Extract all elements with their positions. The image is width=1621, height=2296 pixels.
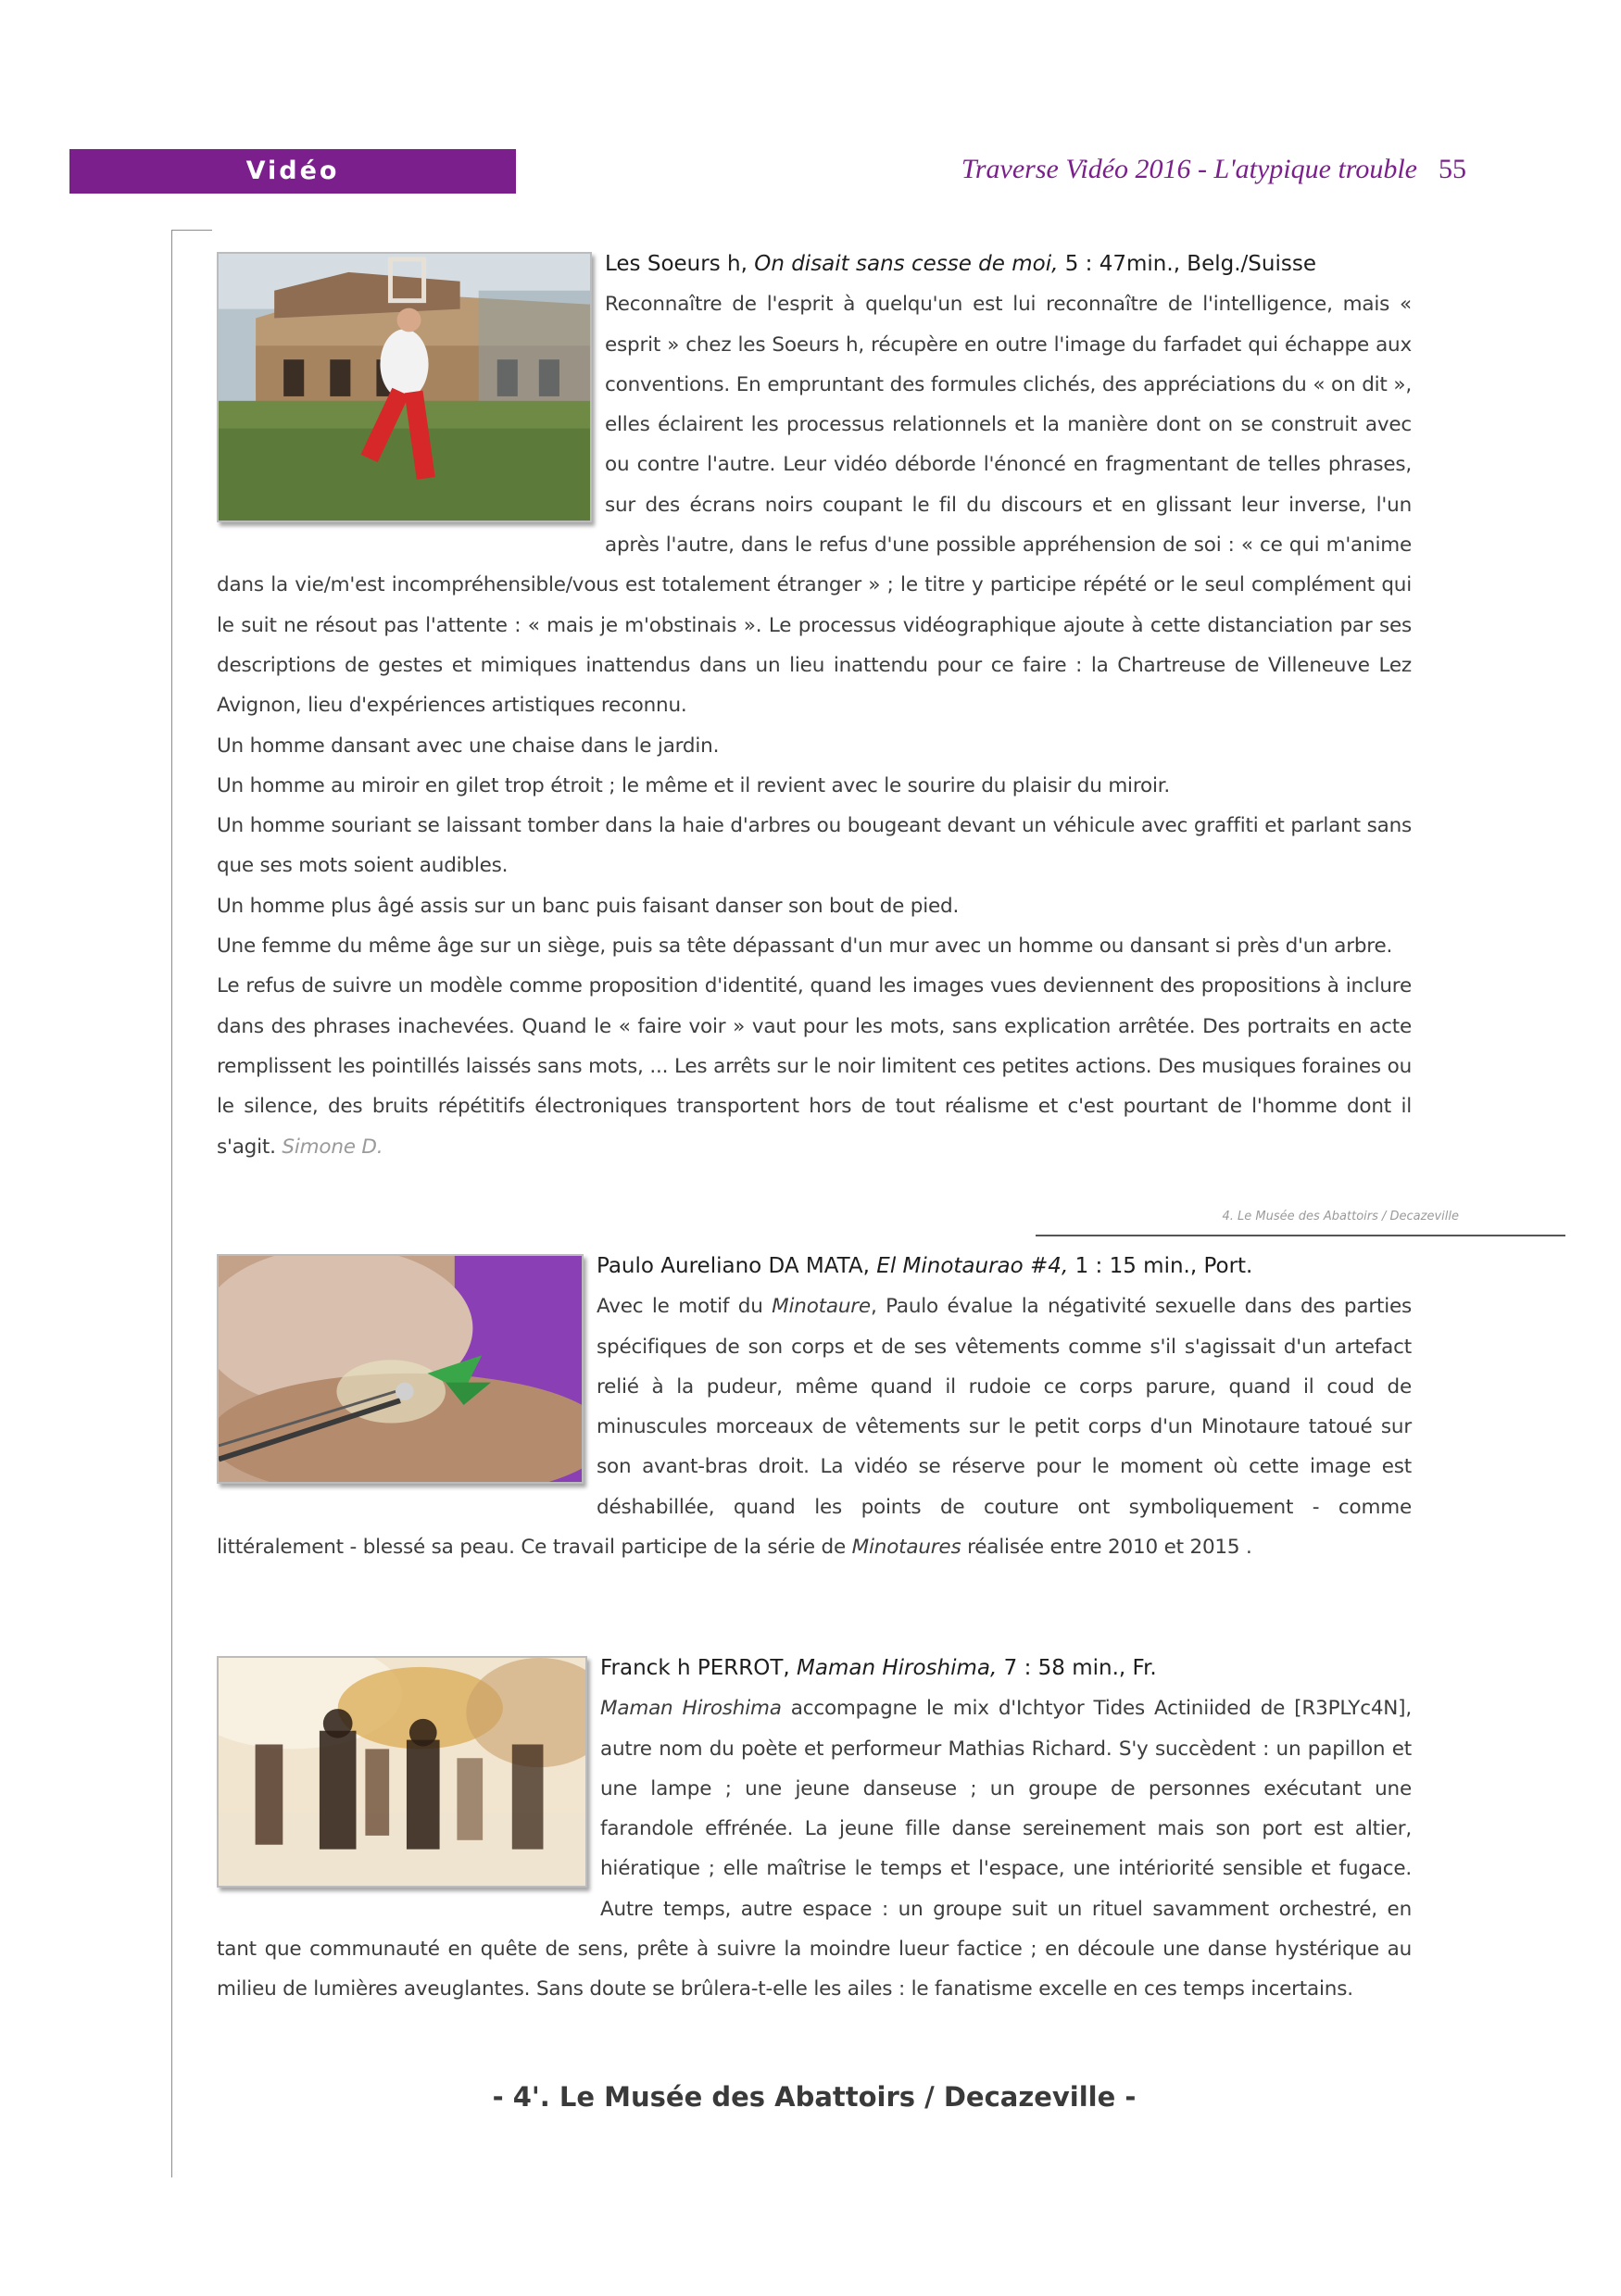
- article-soeurs-h: [217, 245, 1412, 1167]
- credit-rule: [1036, 1235, 1565, 1236]
- article-paragraph: Un homme au miroir en gilet trop étroit ; le même et il revient avec le sourire du plaisir du miroir.: [217, 773, 1171, 797]
- article-da-mata: [217, 1247, 1412, 1567]
- margin-rule-cap: [171, 230, 212, 231]
- article-artist: Franck h PERROT,: [600, 1656, 790, 1680]
- section-tab: Vidéo: [69, 149, 516, 194]
- article-perrot: [217, 1649, 1412, 2010]
- author-signature: Simone D.: [282, 1135, 383, 1159]
- article-artist: Les Soeurs h,: [605, 252, 748, 276]
- article-title: Maman Hiroshima,: [797, 1656, 998, 1680]
- needle-sewing-skin-photo: [219, 1256, 582, 1482]
- article-paragraph: Avec le motif du Minotaure, Paulo évalue la négativité sexuelle dans des parties spécifiques de son corps et de ses vêtements comme s'il s'agissait d'un artefact relié à la pudeur, même quand il rudoie ce corps parure, quand il coud de minuscules morceaux de vêtements sur le petit corps d'un Minotaure tatoué sur son avant-bras droit. La vidéo se réserve pour le moment où cette image est déshabillée, quand les points de couture ont symboliquement - comme littéralement - blessé sa peau. Ce travail participe de la série de Minotaures réalisée entre 2010 et 2015 .: [217, 1295, 1413, 1560]
- article-details: 7 : 58 min., Fr.: [1003, 1656, 1157, 1680]
- article-paragraph: Reconnaître de l'esprit à quelqu'un est lui reconnaître de l'intelligence, mais « esprit » chez les Soeurs h, récupère en outre l'image du farfadet qui échappe aux conventions. En empruntant des formules clichés, des appréciations du « on dit », elles éclairent les processus relationnels et la manière dont on se construit avec ou contre l'autre. Leur vidéo déborde l'énoncé en fragmentant de telles phrases, sur des écrans noirs coupant le fil du discours et en glissant leur inverse, l'un après l'autre, dans le refus d'une possible appréhension de soi : « ce qui m'anime dans la vie/m'est incompréhensible/vous est totalement étranger » ; le titre y participe répété or le seul complément qui le suit ne résout pas l'attente : « mais je m'obstinais ». Le processus vidéographique ajoute à cette distanciation par ses descriptions de gestes et mimiques inattendus dans un lieu inattendu pour ce faire : la Chartreuse de Villeneuve Lez Avignon, lieu d'expériences artistiques reconnu.: [217, 293, 1412, 718]
- page-number: 55: [1439, 154, 1466, 184]
- article-paragraph: Un homme souriant se laissant tomber dans la haie d'arbres ou bougeant devant un véhicule avec graffiti et parlant sans que ses mots soient audibles.: [217, 814, 1412, 878]
- credit-line: 4. Le Musée des Abattoirs / Decazeville: [1222, 1210, 1459, 1223]
- article-artist: Paulo Aureliano DA MATA,: [597, 1254, 870, 1278]
- article-paragraph: Maman Hiroshima accompagne le mix d'Ichtyor Tides Actiniided de [R3PLYc4N], autre nom du poète et performeur Mathias Richard. S'y succèdent : un papillon et une lampe ; une jeune danseuse ; un groupe de personnes exécutant une farandole effrénée. La jeune fille danse sereinement mais son port est altier, hiératique ; elle maîtrise le temps et l'espace, une intériorité sensible et fugace. Autre temps, autre espace : un groupe suit un rituel savamment orchestré, en tant que communauté en quête de sens, prête à suivre la moindre lueur factice ; en découle une danse hystérique au milieu de lumières aveuglantes. Sans doute se brûlera-t-elle les ailes : le fanatisme excelle en ces temps incertains.: [217, 1697, 1413, 2001]
- article-photo: [217, 1656, 587, 1888]
- article-photo: [217, 252, 592, 522]
- article-paragraph: Un homme dansant avec une chaise dans le jardin.: [217, 734, 720, 758]
- blurred-silhouettes-photo: [219, 1658, 585, 1886]
- dancer-with-chair-photo: [219, 254, 590, 521]
- article-details: 1 : 15 min., Port.: [1074, 1254, 1253, 1278]
- location-footer: - 4'. Le Musée des Abattoirs / Decazeville -: [492, 2081, 1137, 2113]
- article-photo: [217, 1254, 584, 1484]
- article-paragraph: Le refus de suivre un modèle comme proposition d'identité, quand les images vues deviennent des propositions à inclure dans des phrases inachevées. Quand le « faire voir » vaut pour les mots, sans explication arrêtée. Des portraits en acte remplissent les pointillés laissés sans mots, ... Les arrêts sur le noir limitent ces petites actions. Des musiques foraines ou le silence, des bruits répétitifs électroniques transportent hors de tout réalisme et c'est pourtant de l'homme dont il s'agit.: [217, 974, 1412, 1159]
- running-title: Traverse Vidéo 2016 - L'atypique trouble: [961, 154, 1417, 184]
- article-details: 5 : 47min., Belg./Suisse: [1064, 252, 1316, 276]
- article-title: On disait sans cesse de moi,: [754, 252, 1059, 276]
- article-paragraph: Un homme plus âgé assis sur un banc puis faisant danser son bout de pied.: [217, 894, 960, 918]
- article-title: El Minotaurao #4,: [876, 1254, 1069, 1278]
- article-paragraph: Une femme du même âge sur un siège, puis sa tête dépassant d'un mur avec un homme ou dansant si près d'un arbre.: [217, 935, 1393, 959]
- margin-rule: [171, 230, 172, 2177]
